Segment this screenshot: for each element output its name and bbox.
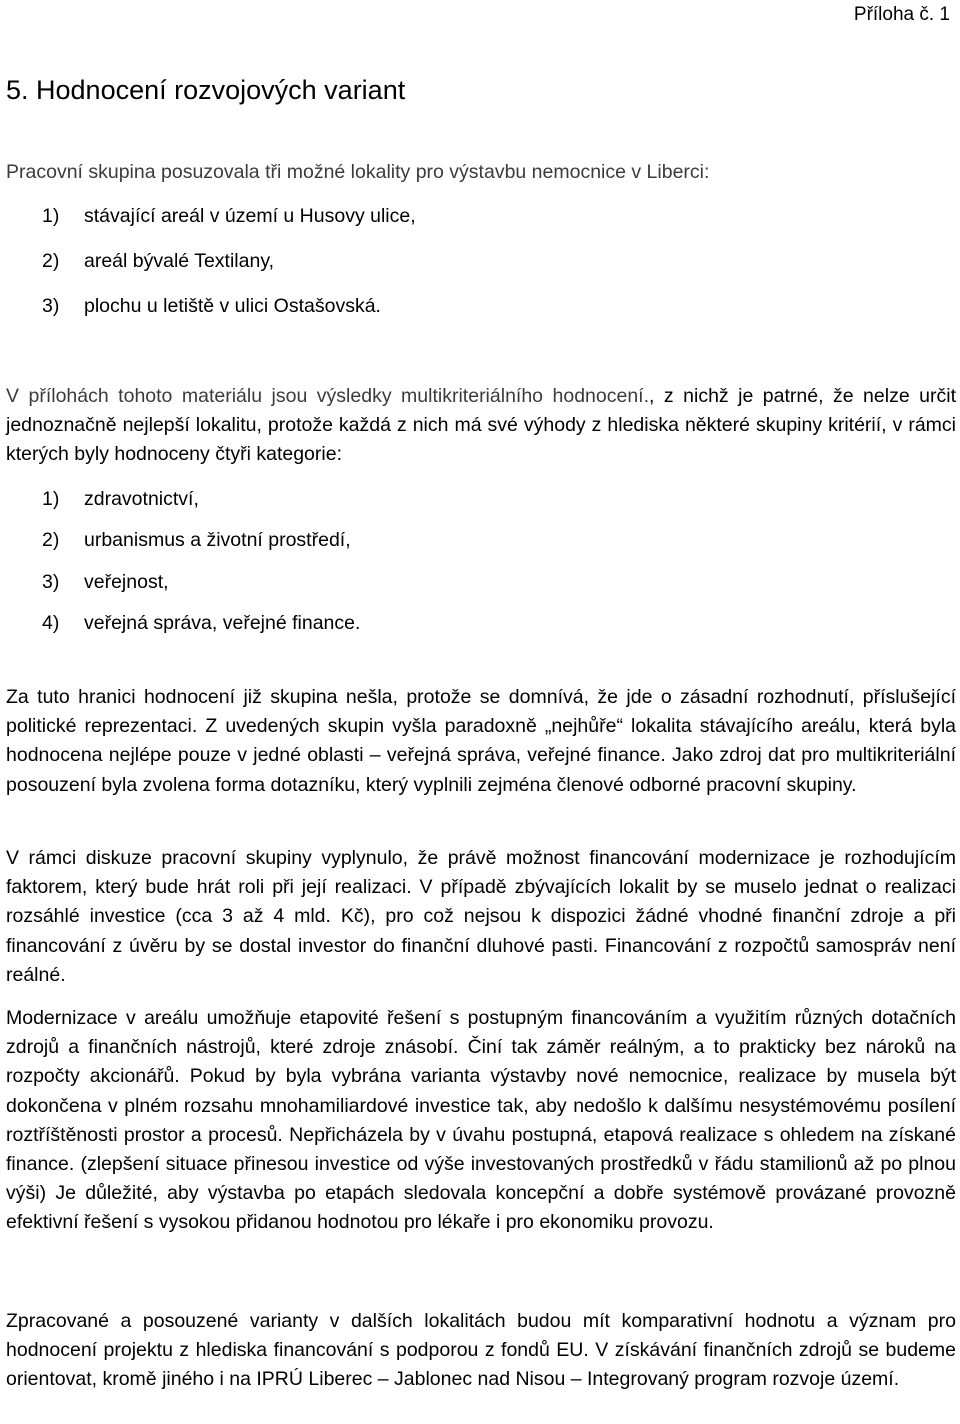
list-item-text: zdravotnictví, [84,488,199,510]
list-item-number: 3) [42,570,60,593]
list-item [42,485,360,526]
list-item-number: 4) [42,611,60,634]
list-item-text: plochu u letiště v ulici Ostašovská. [84,295,381,317]
paragraph-modernization: Modernizace v areálu umožňuje etapovité řešení s postupným financováním a využitím různých dotačních zdrojů a finančních nástrojů, které zdroje znásobí. Činí tak záměr reálným, a to prakticky bez nároků na rozpočty akcionářů. Pokud by byla vybrána varianta výstavby nové nemocnice, realizace by musela být dokončena v plném rozsahu mnohamiliardové investice tak, aby nedošlo k dalšímu nesystémovému posílení roztříštěnosti prostor a procesů. Nepřicházela by v úvahu postupná, etapová realizace s ohledem na získané finance. (zlepšení situace přinesou investice od výše investovaných prostředků v řádu stamilionů až po plnou výši) Je důležité, aby výstavba po etapách sledovala koncepční a dobře systémově provázané provozně efektivní řešení s vysokou přidanou hodnotou pro lékaře i pro ekonomiku provozu. [6,1007,956,1234]
intro-text: Pracovní skupina posuzovala tři možné lokality pro výstavbu nemocnice v Liberci: [6,161,710,183]
list-item [42,247,416,292]
category-list [42,485,360,650]
list-item-text: veřejnost, [84,570,169,593]
list-item-text: urbanismus a životní prostředí, [84,529,351,552]
list-item-number: 2) [42,529,60,552]
list-item-number: 1) [42,205,60,227]
list-item [42,202,416,247]
list-item [42,292,416,337]
list-item [42,526,360,567]
list-item-number: 1) [42,488,60,510]
document-page [6,0,956,1424]
annex-paragraph [6,382,956,469]
location-list [42,202,416,337]
section-title: 5. Hodnocení rozvojových variant [6,75,406,105]
annex-label: Příloha č. 1 [853,4,950,25]
list-item [42,609,360,650]
paragraph-financing: V rámci diskuze pracovní skupiny vyplynulo, že právě možnost financování modernizace je rozhodujícím faktorem, který bude hrát roli při její realizaci. V případě zbývajících lokalit by se muselo jednat o realizaci rozsáhlé investice (cca 3 až 4 mld. Kč), pro což nejsou k dispozici žádné vhodné finanční zdroje a při financování z úvěru by se dostal investor do finanční dluhové pasti. Financování z rozpočtů samospráv není reálné. [6,847,956,986]
list-item-text: veřejná správa, veřejné finance. [84,611,361,634]
annex-paragraph-rest: , z nichž je patrné, že nelze určit jednoznačně nejlepší lokalitu, protože každá z nich má své výhody z hlediska některé skupiny kritérií, v rámci kterých byly hodnoceny čtyři kategorie: [6,385,956,465]
paragraph-variants: Zpracované a posouzené varianty v dalších lokalitách budou mít komparativní hodnotu a význam pro hodnocení projektu z hlediska financování s podporou z fondů EU. V získávání finančních zdrojů se budeme orientovat, kromě jiného i na IPRÚ Liberec – Jablonec nad Nisou – Integrovaný program rozvoje území. [6,1310,956,1391]
annex-paragraph-lead: V přílohách tohoto materiálu jsou výsledky multikriteriálního hodnocení. [6,385,650,407]
list-item [42,568,360,609]
list-item-text: areál bývalé Textilany, [84,250,275,272]
paragraph-evaluation: Za tuto hranici hodnocení již skupina nešla, protože se domnívá, že jde o zásadní rozhodnutí, příslušející politické reprezentaci. Z uvedených skupin vyšla paradoxně „nejhůře“ lokalita stávajícího areálu, která byla hodnocena nejlépe pouze v jedné oblasti – veřejná správa, veřejné finance. Jako zdroj dat pro multikriteriální posouzení byla zvolena forma dotazníku, který vyplnili zejména členové odborné pracovní skupiny. [6,686,956,796]
list-item-number: 2) [42,250,60,272]
list-item-number: 3) [42,295,60,317]
list-item-text: stávající areál v území u Husovy ulice, [84,205,416,227]
